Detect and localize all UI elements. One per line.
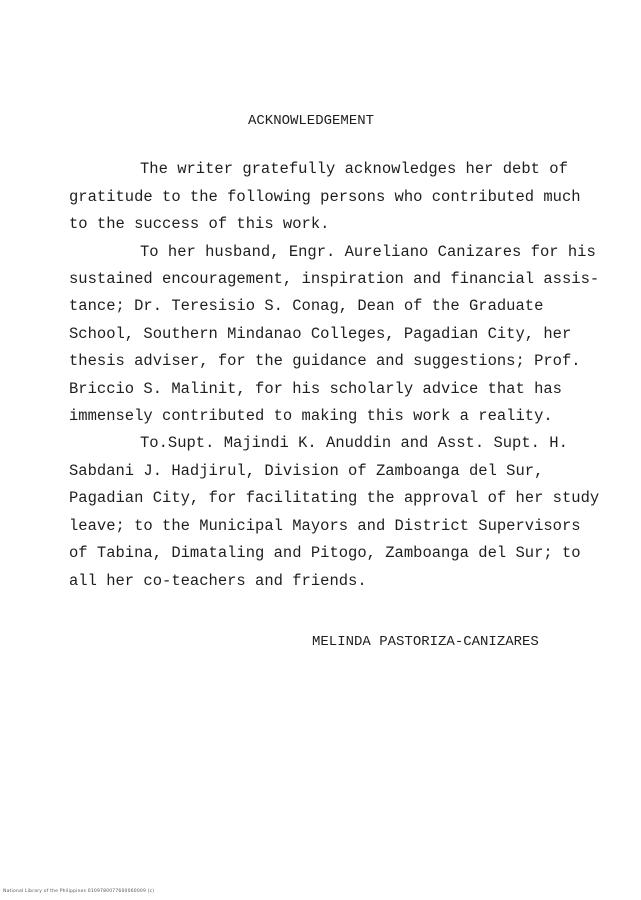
paragraph-line: School, Southern Mindanao Colleges, Pagadian City, her — [69, 325, 572, 343]
paragraph-line: gratitude to the following persons who contributed much — [69, 188, 581, 206]
paragraph-line: to the success of this work. — [69, 215, 330, 233]
paragraph-line: Briccio S. Malinit, for his scholarly advice that has — [69, 380, 562, 398]
paragraph-line: The writer gratefully acknowledges her debt of — [140, 160, 568, 178]
paragraph-line: To.Supt. Majindi K. Anuddin and Asst. Supt. H. — [140, 434, 568, 452]
paragraph-line: Pagadian City, for facilitating the approval of her study — [69, 489, 600, 507]
paragraph-line: of Tabina, Dimataling and Pitogo, Zamboanga del Sur; to — [69, 544, 581, 562]
paragraph-line: leave; to the Municipal Mayors and District Supervisors — [69, 517, 581, 535]
paragraph-line: thesis adviser, for the guidance and suggestions; Prof. — [69, 352, 581, 370]
signature: MELINDA PASTORIZA-CANIZARES — [312, 634, 539, 650]
paragraph-line: tance; Dr. Teresisio S. Conag, Dean of the Graduate — [69, 297, 544, 315]
page-title: ACKNOWLEDGEMENT — [248, 113, 375, 129]
paragraph-line: To her husband, Engr. Aureliano Canizares for his — [140, 243, 596, 261]
paragraph-line: immensely contributed to making this work a reality. — [69, 407, 553, 425]
paragraph-line: all her co-teachers and friends. — [69, 572, 367, 590]
footer-text: National Library of the Philippines 0109780077600060009 (c) — [3, 889, 155, 894]
paragraph-line: Sabdani J. Hadjirul, Division of Zamboanga del Sur, — [69, 462, 544, 480]
paragraph-line: sustained encouragement, inspiration and financial assis- — [69, 270, 600, 288]
